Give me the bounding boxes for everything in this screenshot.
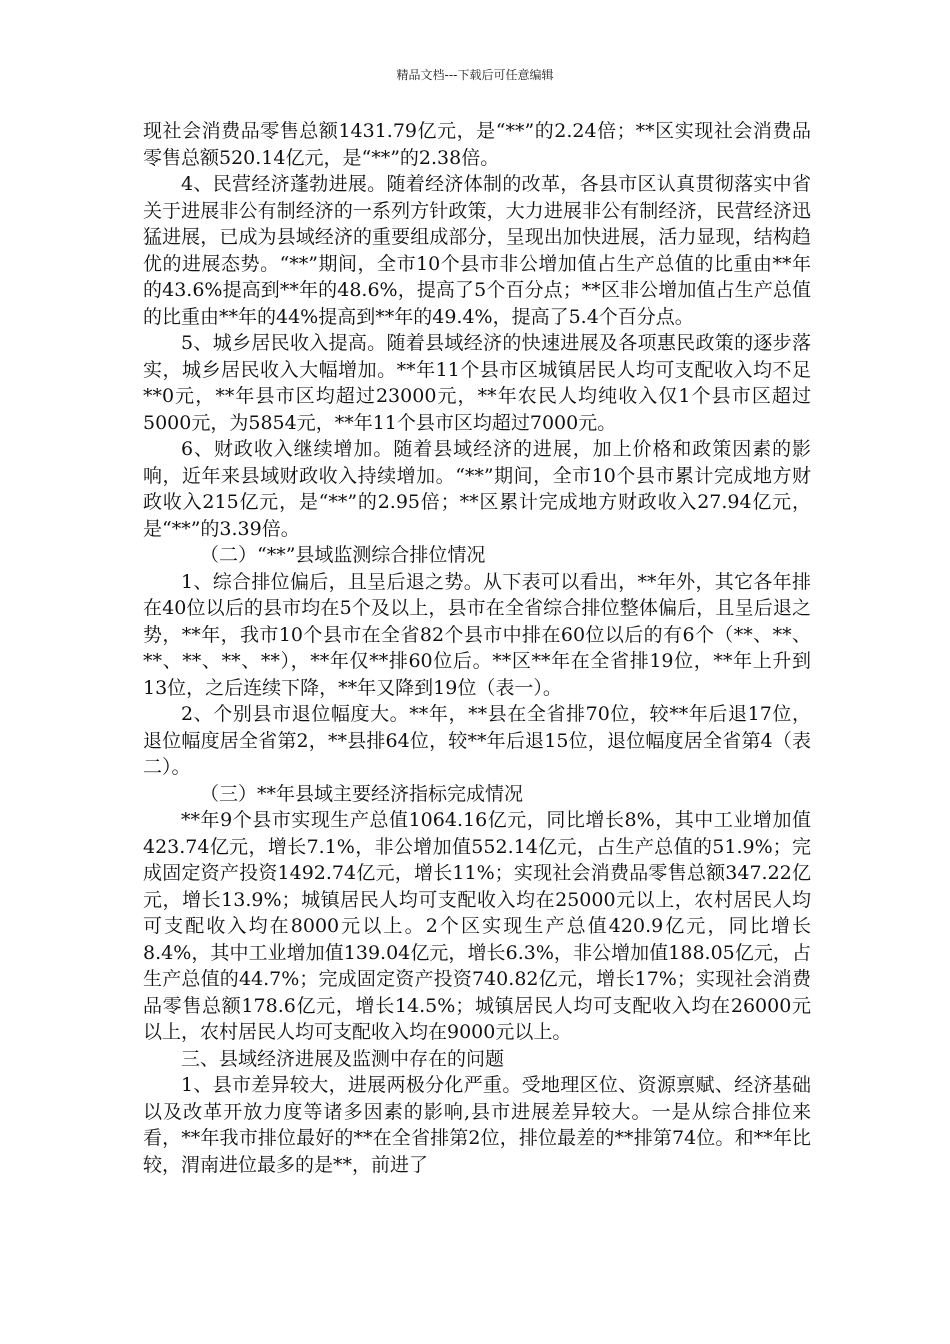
section-heading: （三）**年县域主要经济指标完成情况 (200, 782, 524, 805)
section-heading: 三、县域经济进展及监测中存在的问题 (181, 1047, 505, 1070)
paragraph: 现社会消费品零售总额1431.79亿元，是“**”的2.24倍；**区实现社会消费品零售总额520.14亿元，是“**”的2.38倍。 (143, 120, 811, 169)
page-header: 精品文档---下载后可任意编辑 (396, 68, 554, 82)
paragraph: 2、个别县市退位幅度大。**年，**县在全省排70位，较**年后退17位，退位幅度居全省第2，**县排64位，较**年后退15位，退位幅度居全省第4（表二）。 (143, 703, 811, 778)
document-body (143, 118, 811, 1178)
paragraph: 5、城乡居民收入提高。随着县域经济的快速进展及各项惠民政策的逐步落实，城乡居民收入大幅增加。**年11个县市区城镇居民人均可支配收入均不足**0元，**年县市区均超过23000元，**年农民人均纯收入仅1个县市区超过5000元，为5854元，**年11个县市区均超过7000元。 (143, 332, 811, 434)
paragraph: 1、综合排位偏后，且呈后退之势。从下表可以看出，**年外，其它各年排在40位以后的县市均在5个及以上，县市在全省综合排位整体偏后，且呈后退之势，**年，我市10个县市在全省82个县市中排在60位以后的有6个（**、**、**、**、**、**），**年仅**排60位后。**区**年在全省排19位，**年上升到13位，之后连续下降，**年又降到19位（表一）。 (143, 570, 811, 699)
paragraph: **年9个县市实现生产总值1064.16亿元，同比增长8%，其中工业增加值423.74亿元，增长7.1%，非公增加值552.14亿元，占生产总值的51.9%；完成固定资产投资1492.74亿元，增长11%；实现社会消费品零售总额347.22亿元，增长13.9%；城镇居民人均可支配收入均在25000元以上，农村居民人均可支配收入均在8000元以上。2个区实现生产总值420.9亿元，同比增长8.4%，其中工业增加值139.04亿元，增长6.3%，非公增加值188.05亿元，占生产总值的44.7%；完成固定资产投资740.82亿元，增长17%；实现社会消费品零售总额178.6亿元，增长14.5%；城镇居民人均可支配收入均在26000元以上，农村居民人均可支配收入均在9000元以上。 (143, 809, 811, 1043)
section-heading: （二）“**”县域监测综合排位情况 (200, 544, 486, 566)
paragraph: 4、民营经济蓬勃进展。随着经济体制的改革，各县市区认真贯彻落实中省关于进展非公有制经济的一系列方针政策，大力进展非公有制经济，民营经济迅猛进展，已成为县域经济的重要组成部分，呈现出加快进展，活力显现，结构趋优的进展态势。“**”期间，全市10个县市非公增加值占生产总值的比重由**年的43.6%提高到**年的48.6%，提高了5个百分点；**区非公增加值占生产总值的比重由**年的44%提高到**年的49.4%，提高了5.4个百分点。 (143, 173, 811, 328)
paragraph: 6、财政收入继续增加。随着县域经济的进展，加上价格和政策因素的影响，近年来县域财政收入持续增加。“**”期间，全市10个县市累计完成地方财政收入215亿元，是“**”的2.95倍；**区累计完成地方财政收入27.94亿元，是“**”的3.39倍。 (143, 438, 811, 540)
paragraph: 1、县市差异较大，进展两极分化严重。受地理区位、资源禀赋、经济基础以及改革开放力度等诸多因素的影响,县市进展差异较大。一是从综合排位来看，**年我市排位最好的**在全省排第2位，排位最差的**排第74位。和**年比较，渭南进位最多的是**，前进了 (143, 1074, 811, 1176)
